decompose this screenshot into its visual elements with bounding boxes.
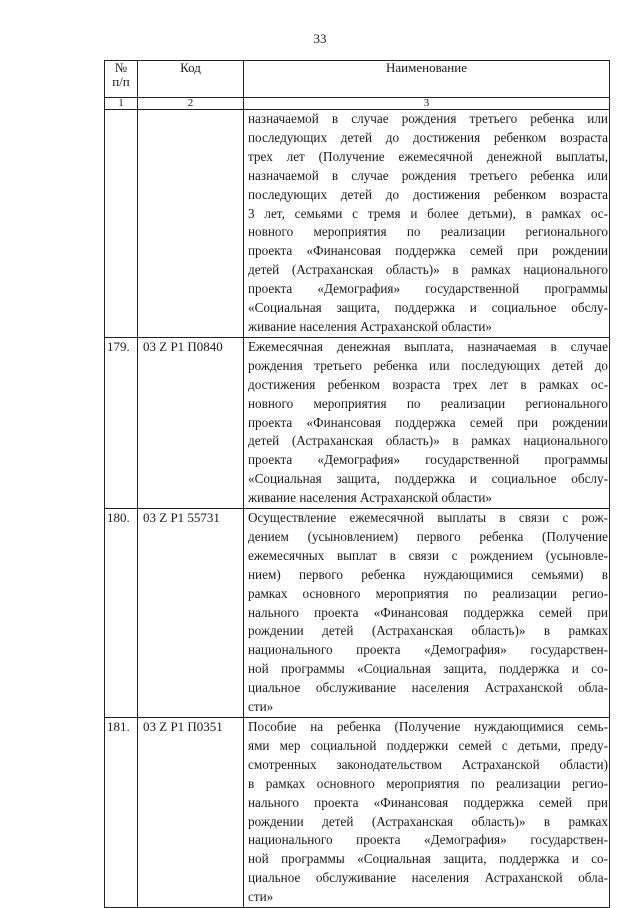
name-line: достижения ребенком возраста трех лет в рамках ос- bbox=[248, 376, 608, 392]
header-num bbox=[105, 61, 138, 98]
row-code bbox=[138, 110, 244, 338]
row-number: 179. bbox=[105, 337, 138, 508]
name-line: новного мероприятия по реализации регионального bbox=[248, 224, 608, 240]
name-line: сти» bbox=[248, 889, 274, 905]
name-line: живание населения Астраханской области» bbox=[248, 318, 492, 334]
row-number: 180. bbox=[105, 509, 138, 718]
name-line: Пособие на ребенка (Получение нуждающимися семь- bbox=[248, 719, 608, 734]
name-line: 3 лет, семьями с тремя и более детьми), в рамках ос- bbox=[248, 205, 608, 221]
table-header-row bbox=[105, 61, 610, 98]
header-num-line1: № bbox=[114, 60, 128, 75]
name-line: Осуществление ежемесячной выплаты в связи с рож- bbox=[248, 510, 608, 526]
header-code: Код bbox=[138, 61, 244, 98]
name-line: назначаемой в случае рождения третьего ребенка или bbox=[248, 111, 608, 126]
column-number: 3 bbox=[244, 98, 610, 110]
name-line: назначаемой в случае рождения третьего ребенка или bbox=[248, 167, 608, 183]
row-number: 181. bbox=[105, 718, 138, 908]
table-row bbox=[105, 509, 610, 718]
name-line: Ежемесячная денежная выплата, назначаемая в случае bbox=[248, 338, 608, 354]
name-line: циальное обслуживание населения Астраханской обла- bbox=[248, 680, 608, 696]
column-number: 1 bbox=[105, 98, 138, 110]
name-line: ежемесячных выплат в связи с рождением (усыновле- bbox=[248, 547, 608, 563]
name-line: трех лет (Получение ежемесячной денежной выплаты, bbox=[248, 148, 608, 164]
column-number: 2 bbox=[138, 98, 244, 110]
header-num-line2: п/п bbox=[112, 74, 130, 89]
row-code: 03 Z P1 55731 bbox=[138, 509, 244, 718]
name-line: детей (Астраханская область)» в рамках национального bbox=[248, 262, 608, 278]
table-row bbox=[105, 110, 610, 338]
name-line: национального проекта «Демография» государствен- bbox=[248, 642, 608, 658]
table-row bbox=[105, 718, 610, 908]
name-line: детей (Астраханская область)» в рамках национального bbox=[248, 433, 608, 449]
name-line: сти» bbox=[248, 699, 274, 715]
row-code: 03 Z P1 П0840 bbox=[138, 337, 244, 508]
name-line: рождении детей (Астраханская область)» в рамках bbox=[248, 623, 608, 639]
row-code: 03 Z P1 П0351 bbox=[138, 718, 244, 908]
name-line: национального проекта «Демография» государствен- bbox=[248, 832, 608, 848]
name-line: дением (усыновлением) первого ребенка (Получение bbox=[248, 528, 608, 544]
table-row bbox=[105, 337, 610, 508]
column-numbers-row bbox=[105, 98, 610, 110]
header-name: Наименование bbox=[244, 61, 610, 98]
budget-codes-table bbox=[104, 60, 610, 908]
name-line: в рамках основного мероприятия по реализации регио- bbox=[248, 775, 608, 791]
name-line: нием) первого ребенка нуждающимися семьями) в bbox=[248, 566, 608, 582]
row-number bbox=[105, 110, 138, 338]
name-line: нального проекта «Финансовая поддержка семей при bbox=[248, 794, 608, 810]
name-line: новного мероприятия по реализации регионального bbox=[248, 395, 608, 411]
table-body bbox=[105, 110, 610, 908]
name-line: проекта «Финансовая поддержка семей при рождении bbox=[248, 243, 608, 259]
name-line: нального проекта «Финансовая поддержка семей при bbox=[248, 604, 608, 620]
name-line: рождения третьего ребенка или последующих детей до bbox=[248, 357, 608, 373]
row-name bbox=[244, 110, 610, 338]
name-line: смотренных законодательством Астраханской области) bbox=[248, 756, 608, 772]
row-name bbox=[244, 509, 610, 718]
name-line: рамках основного мероприятия по реализации регио- bbox=[248, 585, 608, 601]
name-line: ями мер социальной поддержки семей с детьми, преду- bbox=[248, 737, 608, 753]
name-line: рождении детей (Астраханская область)» в рамках bbox=[248, 813, 608, 829]
name-line: последующих детей до достижения ребенком возраста bbox=[248, 186, 608, 202]
name-line: «Социальная защита, поддержка и социальное обслу- bbox=[248, 300, 608, 316]
name-line: живание населения Астраханской области» bbox=[248, 490, 492, 506]
name-line: «Социальная защита, поддержка и социальное обслу- bbox=[248, 471, 608, 487]
row-name bbox=[244, 718, 610, 908]
name-line: циальное обслуживание населения Астраханской обла- bbox=[248, 870, 608, 886]
name-line: ной программы «Социальная защита, поддержка и со- bbox=[248, 661, 608, 677]
name-line: проекта «Демография» государственной программы bbox=[248, 281, 608, 297]
name-line: ной программы «Социальная защита, поддержка и со- bbox=[248, 851, 608, 867]
name-line: проекта «Демография» государственной программы bbox=[248, 452, 608, 468]
row-name bbox=[244, 337, 610, 508]
name-line: последующих детей до достижения ребенком возраста bbox=[248, 129, 608, 145]
page-number: 33 bbox=[313, 31, 327, 46]
name-line: проекта «Финансовая поддержка семей при рождении bbox=[248, 414, 608, 430]
